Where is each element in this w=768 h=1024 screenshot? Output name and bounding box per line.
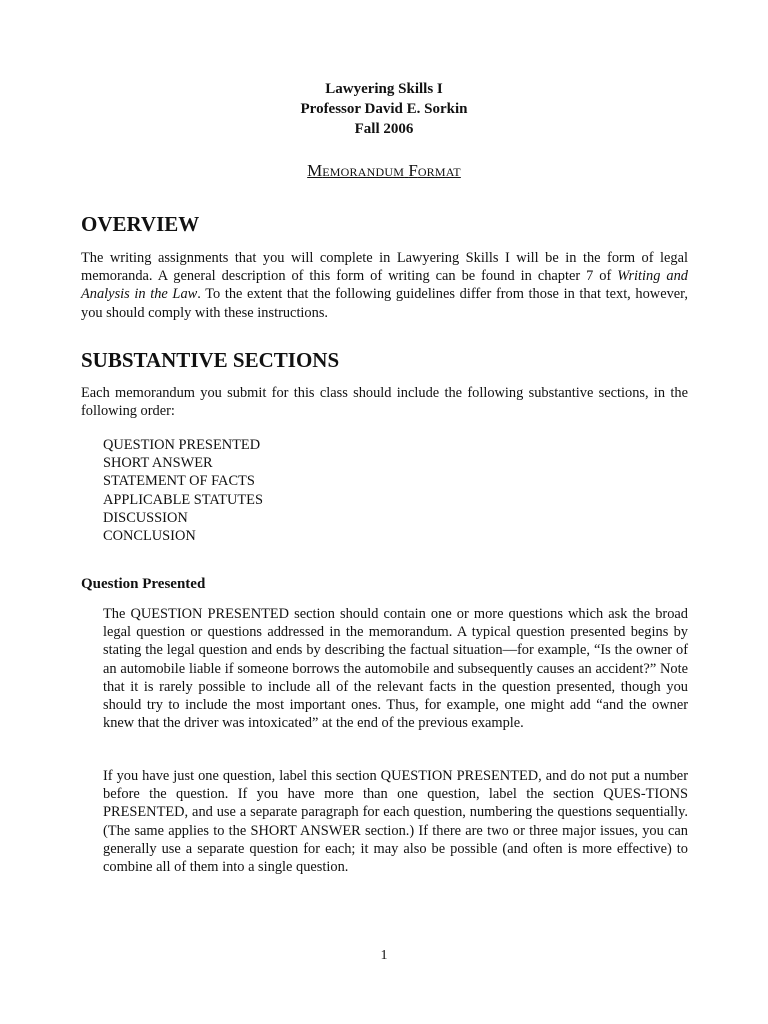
page-number: 1 (380, 948, 388, 963)
term: Fall 2006 (354, 121, 414, 137)
overview-heading: OVERVIEW (81, 212, 200, 236)
book-title: Writing and Analysis in the Law (81, 268, 688, 303)
title-rest-2: ormat (417, 161, 461, 180)
list-item: DISCUSSION (103, 509, 188, 526)
substantive-sections-heading: SUBSTANTIVE SECTIONS (81, 348, 340, 372)
document-header (0, 79, 768, 139)
title-rest-1: emorandum (322, 161, 405, 180)
substantive-intro: Each memorandum you submit for this class should include the following substantive sections, in the following order: (81, 385, 688, 420)
sections-list (103, 436, 263, 545)
professor-name: Professor David E. Sorkin (300, 101, 468, 117)
list-item: SHORT ANSWER (103, 455, 213, 472)
list-item: CONCLUSION (103, 527, 196, 544)
list-item: QUESTION PRESENTED (103, 437, 261, 453)
title-initial-2: F (408, 161, 418, 180)
overview-paragraph (81, 249, 688, 322)
overview-text-2: . To the extent that the following guidelines differ from those in that text, however, you should comply with these instructions. (81, 286, 688, 321)
question-presented-heading: Question Presented (81, 576, 206, 592)
list-item: STATEMENT OF FACTS (103, 473, 255, 490)
question-presented-paragraph-2: If you have just one question, label this section QUESTION PRESENTED, and do not put a number before the question. If you have more than one question, label the section QUES-TIONS PRESENTED, and use a separate paragraph for each question, numbering the questions sequentially. (The same applies to the SHORT ANSWER section.) If there are two or three major issues, you can generally use a separate question for each; it may also be possible (and often is more effective) to combine all of them into a single question. (103, 768, 688, 876)
overview-text-1: The writing assignments that you will complete in Lawyering Skills I will be in the form of legal memoranda. A general description of this form of writing can be found in chapter 7 of (81, 250, 688, 285)
question-presented-paragraph-1: The QUESTION PRESENTED section should contain one or more questions which ask the broad legal question or questions addressed in the memorandum. A typical question presented begins by stating the legal question and ends by describing the factual situation—for example, “Is the owner of an automobile liable if someone borrows the automobile and subsequently causes an accident?” Note that it is rarely possible to include all of the relevant facts in the question presented, though you should try to include the most important ones. Thus, for example, one might add “and the owner knew that the driver was intoxicated” at the end of the previous example. (103, 606, 688, 732)
title-initial-1: M (307, 161, 323, 180)
list-item: APPLICABLE STATUTES (103, 491, 263, 508)
course-name: Lawyering Skills I (325, 81, 443, 97)
document-title (0, 160, 768, 182)
